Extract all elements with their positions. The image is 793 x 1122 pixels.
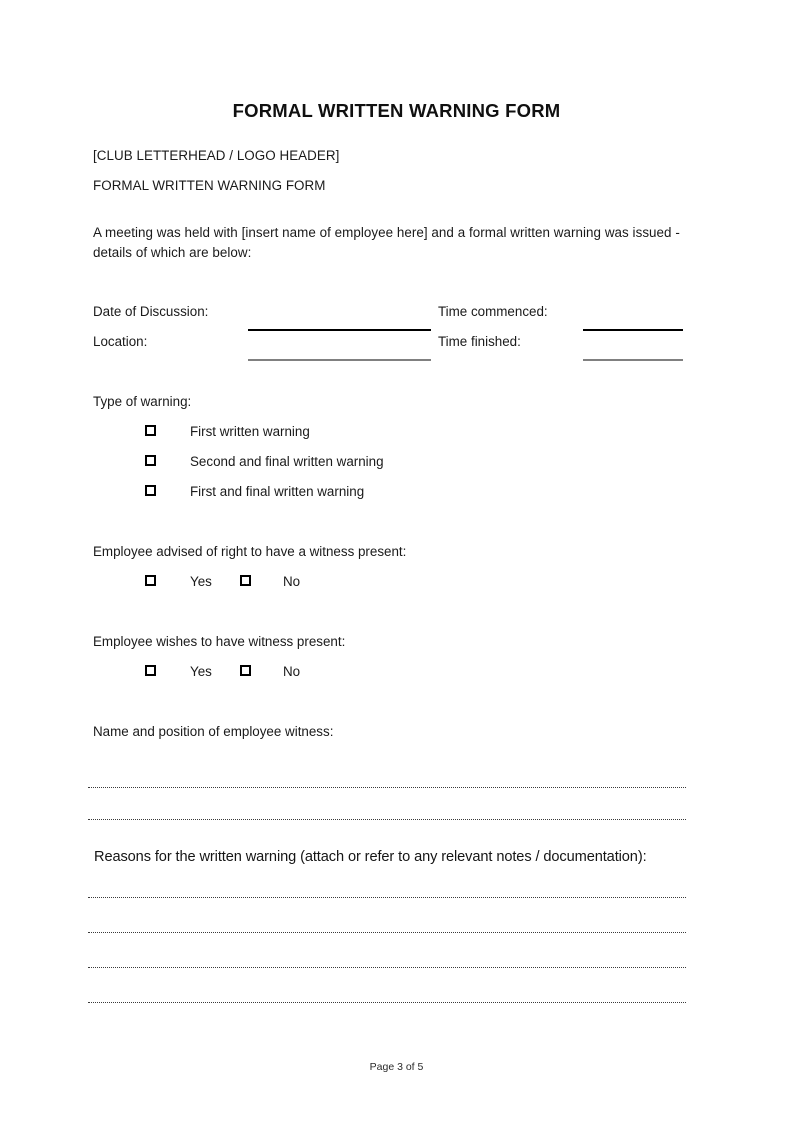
- checkbox-first-and-final-written-warning[interactable]: [145, 485, 156, 496]
- time-finished-label: Time finished:: [438, 334, 521, 349]
- label-first-written-warning: First written warning: [190, 424, 310, 439]
- label-witness-advised-yes: Yes: [190, 574, 212, 589]
- label-witness-advised-no: No: [283, 574, 301, 589]
- reasons-line-3[interactable]: [88, 967, 686, 968]
- page-footer: Page 3 of 5: [369, 1061, 424, 1073]
- type-of-warning-label: Type of warning:: [93, 394, 192, 409]
- reasons-line-4[interactable]: [88, 1002, 686, 1003]
- reasons-label: Reasons for the written warning (attach or refer to any relevant notes / documentation):: [94, 849, 647, 865]
- date-of-discussion-input[interactable]: [248, 329, 431, 331]
- witness-name-label: Name and position of employee witness:: [93, 724, 334, 739]
- label-witness-wishes-no: No: [283, 664, 301, 679]
- witness-advised-label: Employee advised of right to have a witness present:: [93, 544, 407, 559]
- reasons-line-2[interactable]: [88, 932, 686, 933]
- label-first-and-final-written-warning: First and final written warning: [190, 484, 365, 499]
- time-commenced-label: Time commenced:: [438, 304, 548, 319]
- time-commenced-input[interactable]: [583, 329, 683, 331]
- location-input[interactable]: [248, 359, 431, 361]
- label-second-and-final-written-warning: Second and final written warning: [190, 454, 384, 469]
- witness-name-line-1[interactable]: [88, 787, 686, 788]
- reasons-line-1[interactable]: [88, 897, 686, 898]
- witness-name-line-2[interactable]: [88, 819, 686, 820]
- header-subtitle: FORMAL WRITTEN WARNING FORM: [93, 178, 326, 193]
- date-of-discussion-label: Date of Discussion:: [93, 304, 209, 319]
- time-finished-input[interactable]: [583, 359, 683, 361]
- intro-paragraph: A meeting was held with [insert name of employee here] and a formal written warning was issued - details of which are below:: [93, 225, 680, 260]
- page-title: FORMAL WRITTEN WARNING FORM: [232, 100, 561, 121]
- location-label: Location:: [93, 334, 148, 349]
- letterhead-placeholder: [CLUB LETTERHEAD / LOGO HEADER]: [93, 148, 340, 163]
- label-witness-wishes-yes: Yes: [190, 664, 212, 679]
- checkbox-witness-wishes-yes[interactable]: [145, 665, 156, 676]
- checkbox-witness-advised-yes[interactable]: [145, 575, 156, 586]
- witness-wishes-label: Employee wishes to have witness present:: [93, 634, 346, 649]
- checkbox-witness-wishes-no[interactable]: [240, 665, 251, 676]
- checkbox-witness-advised-no[interactable]: [240, 575, 251, 586]
- checkbox-second-and-final-written-warning[interactable]: [145, 455, 156, 466]
- checkbox-first-written-warning[interactable]: [145, 425, 156, 436]
